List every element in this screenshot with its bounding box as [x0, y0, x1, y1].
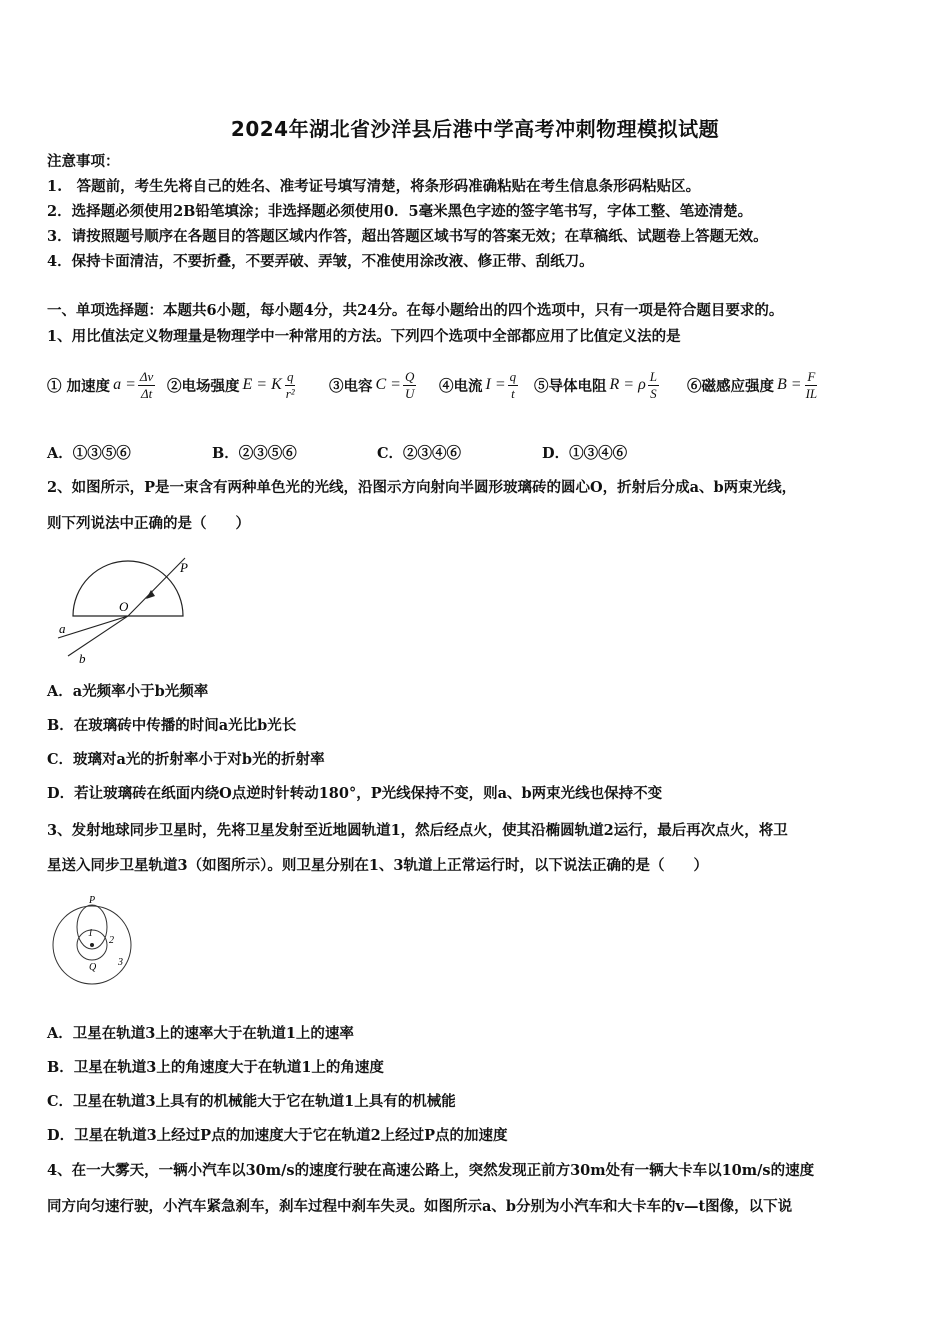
- formula-label: ⑥磁感应强度: [687, 377, 774, 395]
- q2-option-d[interactable]: D．若让玻璃砖在纸面内绕O点逆时针转动180°，P光线保持不变，则a、b两束光线也保持不变: [47, 785, 663, 802]
- q3-option-d[interactable]: D．卫星在轨道3上经过P点的加速度大于它在轨道2上经过P点的加速度: [47, 1127, 508, 1144]
- q1-formula-2: [167, 360, 299, 410]
- q1-stem: 1、用比值法定义物理量是物理学中一种常用的方法。下列四个选项中全部都应用了比值定义法的是: [47, 328, 681, 345]
- q4-stem-line-1: 4、在一大雾天，一辆小汽车以30m/s的速度行驶在高速公路上，突然发现正前方30m处有一辆大卡车以10m/s的速度: [47, 1162, 815, 1179]
- formula-lhs: B =: [777, 376, 802, 393]
- formula-denominator: r²: [285, 385, 295, 401]
- formula-numerator: F: [807, 368, 816, 384]
- formula-denominator: S: [650, 385, 657, 401]
- label-1: 1: [88, 928, 93, 939]
- q1-formula-1: [47, 360, 157, 410]
- formula-lhs: R = ρ: [609, 376, 646, 393]
- q1-option-b[interactable]: B．②③⑤⑥: [212, 445, 297, 462]
- ray-b: [68, 616, 128, 656]
- q3-option-b[interactable]: B．卫星在轨道3上的角速度大于在轨道1上的角速度: [47, 1059, 384, 1076]
- formula-denominator: U: [404, 385, 415, 401]
- q2-stem-line-2: 则下列说法中正确的是（ ）: [47, 515, 250, 532]
- formula-lhs: E = K: [242, 376, 282, 393]
- notice-heading: 注意事项：: [47, 153, 120, 170]
- q3-option-a[interactable]: A．卫星在轨道3上的速率大于在轨道1上的速率: [47, 1025, 354, 1042]
- label-b: b: [79, 651, 86, 666]
- arrow-icon: [146, 590, 155, 599]
- label-q: Q: [89, 962, 97, 973]
- notice-item-4: 4．保持卡面清洁，不要折叠，不要弄破、弄皱，不准使用涂改液、修正带、刮纸刀。: [47, 253, 594, 270]
- formula-numerator: Δv: [139, 368, 154, 384]
- formula-label: ⑤导体电阻: [534, 377, 607, 395]
- q1-formula-6: [687, 360, 821, 410]
- formula-numerator: Q: [404, 368, 415, 384]
- q1-formula-row: [47, 360, 907, 410]
- formula-label: ③电容: [329, 377, 373, 395]
- notice-item-3: 3．请按照题号顺序在各题目的答题区域内作答，超出答题区域书写的答案无效；在草稿纸、试题卷上答题无效。: [47, 228, 768, 245]
- q3-stem-line-2: 星送入同步卫星轨道3（如图所示）。则卫星分别在1、3轨道上正常运行时，以下说法正确的是（ ）: [47, 857, 709, 874]
- q3-stem-line-1: 3、发射地球同步卫星时，先将卫星发射至近地圆轨道1，然后经点火，使其沿椭圆轨道2运行，最后再次点火，将卫: [47, 822, 788, 839]
- q2-semicircle-figure: [50, 550, 200, 670]
- q4-stem-line-2: 同方向匀速行驶，小汽车紧急刹车，刹车过程中刹车失灵。如图所示a、b分别为小汽车和大卡车的v—t图像，以下说: [47, 1198, 793, 1215]
- q1-option-d[interactable]: D．①③④⑥: [542, 445, 628, 462]
- earth-dot: [90, 943, 94, 947]
- formula-label: ④电流: [439, 377, 483, 395]
- q2-stem-line-1: 2、如图所示，P是一束含有两种单色光的光线，沿图示方向射向半圆形玻璃砖的圆心O，折射后分成a、b两束光线，: [47, 479, 797, 496]
- formula-label: ① 加速度: [47, 377, 111, 395]
- formula-lhs: a =: [113, 376, 136, 393]
- formula-label: ②电场强度: [167, 377, 240, 395]
- orbit-2: [77, 905, 107, 949]
- formula-numerator: L: [649, 368, 657, 384]
- label-2: 2: [109, 935, 114, 946]
- formula-denominator: IL: [805, 385, 818, 401]
- formula-denominator: t: [511, 385, 515, 401]
- label-a: a: [59, 621, 66, 636]
- ray-a: [58, 616, 128, 638]
- label-o: O: [119, 599, 129, 614]
- notice-item-2: 2．选择题必须使用2B铅笔填涂；非选择题必须使用0．5毫米黑色字迹的签字笔书写，字体工整、笔迹清楚。: [47, 203, 753, 220]
- notice-item-1: 1. 答题前，考生先将自己的姓名、准考证号填写清楚，将条形码准确粘贴在考生信息条形码粘贴区。: [47, 178, 701, 195]
- label-p: P: [180, 560, 188, 575]
- formula-lhs: I =: [485, 376, 506, 393]
- label-3: 3: [118, 957, 123, 968]
- q1-formula-3: [329, 360, 418, 410]
- q1-option-a[interactable]: A．①③⑤⑥: [47, 445, 131, 462]
- formula-lhs: C =: [375, 376, 401, 393]
- section-1-heading: 一、单项选择题：本题共6小题，每小题4分，共24分。在每小题给出的四个选项中，只有一项是符合题目要求的。: [47, 302, 784, 319]
- q1-option-c[interactable]: C．②③④⑥: [377, 445, 462, 462]
- page-title: 2024年湖北省沙洋县后港中学高考冲刺物理模拟试题: [230, 117, 720, 141]
- label-p: P: [89, 895, 96, 906]
- formula-numerator: q: [286, 368, 294, 384]
- formula-numerator: q: [509, 368, 517, 384]
- q1-formula-4: [439, 360, 520, 410]
- q2-option-b[interactable]: B．在玻璃砖中传播的时间a光比b光长: [47, 717, 297, 734]
- q2-option-c[interactable]: C．玻璃对a光的折射率小于对b光的折射率: [47, 751, 325, 768]
- incident-ray: [128, 558, 185, 616]
- q3-orbit-figure: [48, 890, 143, 990]
- q2-option-a[interactable]: A．a光频率小于b光频率: [47, 683, 209, 700]
- q3-option-c[interactable]: C．卫星在轨道3上具有的机械能大于它在轨道1上具有的机械能: [47, 1093, 456, 1110]
- formula-denominator: Δt: [140, 385, 153, 401]
- q1-formula-5: [534, 360, 661, 410]
